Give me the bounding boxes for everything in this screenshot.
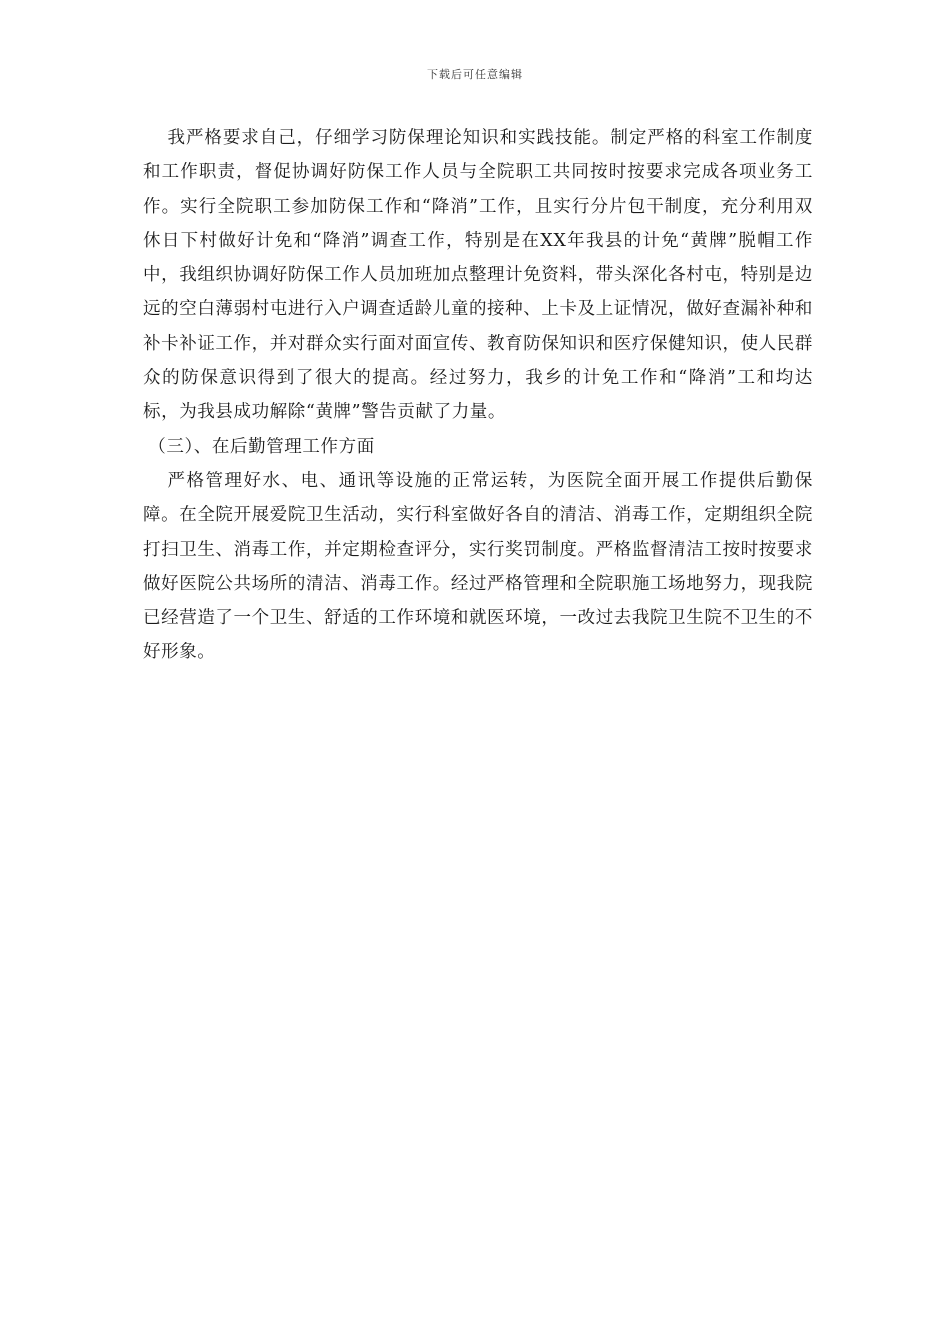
paragraph-logistics-management: 严格管理好水、电、通讯等设施的正常运转，为医院全面开展工作提供后勤保障。在全院开展爱院卫生活动，实行科室做好各自的清洁、消毒工作，定期组织全院打扫卫生、消毒工作，并定期检查评分，实行奖罚制度。严格监督清洁工按时按要求做好医院公共场所的清洁、消毒工作。经过严格管理和全院职施工场地努力，现我院已经营造了一个卫生、舒适的工作环境和就医环境，一改过去我院卫生院不卫生的不好形象。	[143, 470, 813, 663]
section-heading-logistics: （三）、在后勤管理工作方面	[148, 436, 375, 457]
page-header-note: 下载后可任意编辑	[427, 68, 523, 81]
paragraph-immunization-work: 我严格要求自己，仔细学习防保理论知识和实践技能。制定严格的科室工作制度和工作职责，督促协调好防保工作人员与全院职工共同按时按要求完成各项业务工作。实行全院职工参加防保工作和“降消”工作，且实行分片包干制度，充分利用双休日下村做好计免和“降消”调查工作，特别是在XX年我县的计免“黄牌”脱帽工作中，我组织协调好防保工作人员加班加点整理计免资料，带头深化各村屯，特别是边远的空白薄弱村屯进行入户调查适龄儿童的接种、上卡及上证情况，做好查漏补种和补卡补证工作，并对群众实行面对面宣传、教育防保知识和医疗保健知识，使人民群众的防保意识得到了很大的提高。经过努力，我乡的计免工作和“降消”工和均达标，为我县成功解除“黄牌”警告贡献了力量。	[143, 128, 813, 423]
document-body	[143, 121, 813, 670]
